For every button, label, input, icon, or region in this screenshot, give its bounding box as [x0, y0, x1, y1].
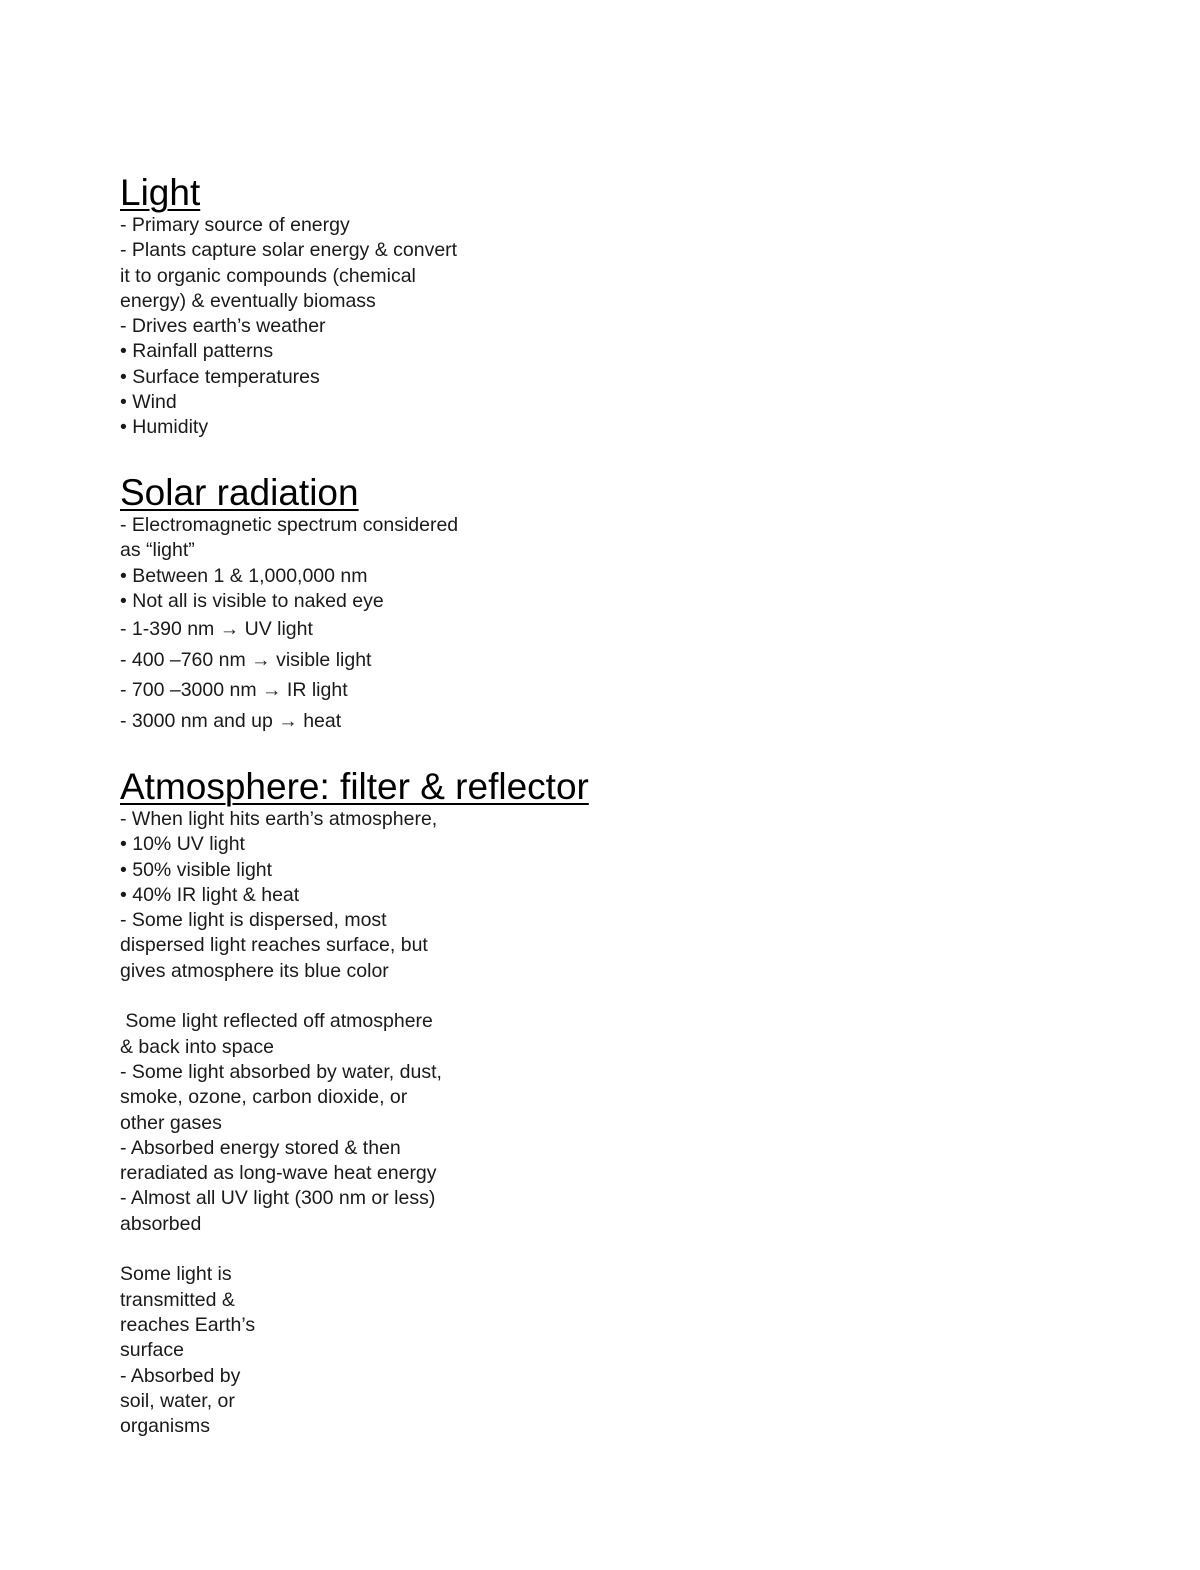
bullet-line: • 50% visible light [120, 858, 273, 881]
section-solar-body [120, 513, 820, 736]
text-line: - 700 –3000 nm → IR light [120, 679, 348, 702]
text-line: - 1-390 nm → UV light [120, 618, 313, 641]
text-line: - 3000 nm and up → heat [120, 709, 342, 732]
text-line: energy) & eventually biomass [120, 289, 376, 312]
text-line: - Absorbed energy stored & then [120, 1136, 401, 1159]
text-line: - Almost all UV light (300 nm or less) [120, 1187, 436, 1210]
text-line: smoke, ozone, carbon dioxide, or [120, 1086, 408, 1109]
text-line: reaches Earth’s [120, 1313, 256, 1336]
bullet-line: • 40% IR light & heat [120, 883, 300, 906]
text-line: - 400 –760 nm → visible light [120, 648, 372, 671]
bullet-line: • Not all is visible to naked eye [120, 589, 384, 612]
text-line: - When light hits earth’s atmosphere, [120, 808, 438, 830]
text-line: transmitted & [120, 1288, 235, 1311]
text-line: Some light is [120, 1263, 232, 1286]
section-solar-radiation [120, 473, 820, 736]
text-line: soil, water, or [120, 1389, 235, 1412]
bullet-line: • Surface temperatures [120, 365, 320, 388]
text-line: - Plants capture solar energy & convert [120, 239, 458, 262]
text-line: reradiated as long-wave heat energy [120, 1162, 437, 1185]
text-line: - Some light absorbed by water, dust, [120, 1060, 442, 1083]
section-atmosphere-body [120, 807, 820, 1439]
heading-atmosphere: Atmosphere: filter & reflector [120, 766, 589, 807]
text-line: - Primary source of energy [120, 214, 350, 236]
text-line: organisms [120, 1415, 210, 1438]
section-atmosphere [120, 767, 820, 1439]
bullet-line: • Rainfall patterns [120, 340, 274, 363]
text-line: dispersed light reaches surface, but [120, 934, 428, 957]
bullet-line: • Wind [120, 391, 177, 414]
heading-light: Light [120, 172, 201, 213]
text-line: absorbed [120, 1212, 202, 1235]
text-line: gives atmosphere its blue color [120, 959, 389, 982]
bullet-line: • Humidity [120, 416, 209, 439]
text-line: surface [120, 1339, 184, 1362]
text-line: - Drives earth’s weather [120, 315, 326, 338]
bullet-line: • 10% UV light [120, 833, 245, 856]
text-line: Some light reflected off atmosphere [120, 1010, 433, 1033]
text-line: & back into space [120, 1035, 274, 1058]
text-line: as “light” [120, 539, 195, 562]
section-light [120, 173, 820, 441]
blank-line [120, 984, 820, 1009]
blank-line [120, 1237, 820, 1262]
heading-solar-radiation: Solar radiation [120, 472, 359, 513]
section-light-body [120, 213, 820, 441]
text-line: - Electromagnetic spectrum considered [120, 514, 459, 536]
text-line: other gases [120, 1111, 222, 1134]
bullet-line: • Between 1 & 1,000,000 nm [120, 564, 368, 587]
text-line: it to organic compounds (chemical [120, 264, 416, 287]
text-line: - Some light is dispersed, most [120, 909, 387, 932]
text-line: - Absorbed by [120, 1364, 241, 1387]
